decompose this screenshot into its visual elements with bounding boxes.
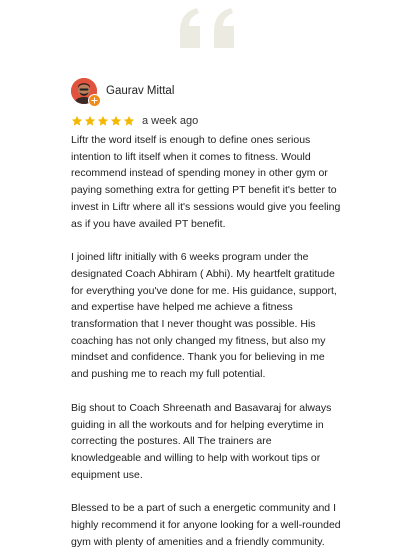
review-paragraph: I joined liftr initially with 6 weeks program under the designated Coach Abhiram ( Abhi). My heartfelt gratitude for everything you've done for me. His guidance, support, and expertise have helped me achieve a fitness transformation that I never thought was possible. His coaching has not only changed my fitness, but also my mindset and confidence. Thank you for believing in me and pushing me to reach my full potential. (71, 251, 337, 381)
rating-row (71, 114, 341, 128)
star-icon (123, 115, 135, 127)
star-rating (71, 115, 135, 127)
review-card (71, 76, 341, 550)
review-text (71, 132, 341, 550)
reviewer-header (71, 76, 341, 106)
review-paragraph: Blessed to be a part of such a energetic community and I highly recommend it for anyone looking for a well-rounded gym with plenty of amenities and a friendly community. (71, 502, 341, 548)
avatar[interactable] (71, 78, 97, 104)
review-paragraph: Liftr the word itself is enough to define ones serious intention to lift itself when it comes to fitness. Would recommend instead of spending money in other gym or paying something extra for getting PT benefit it's better to invest in Liftr where all it's sessions would give you feeling as if you have availed PT benefit. (71, 134, 341, 230)
quote-icon (0, 8, 420, 68)
star-icon (97, 115, 109, 127)
plus-badge-icon (88, 94, 101, 107)
review-date: a week ago (142, 115, 199, 127)
review-paragraph: Big shout to Coach Shreenath and Basavaraj for always guiding in all the workouts and for helping everytime in correcting the postures. All The trainers are knowledgeable and willing to help with workout tips or equipment use. (71, 401, 332, 481)
star-icon (71, 115, 83, 127)
star-icon (84, 115, 96, 127)
reviewer-name[interactable]: Gaurav Mittal (106, 85, 175, 97)
star-icon (110, 115, 122, 127)
